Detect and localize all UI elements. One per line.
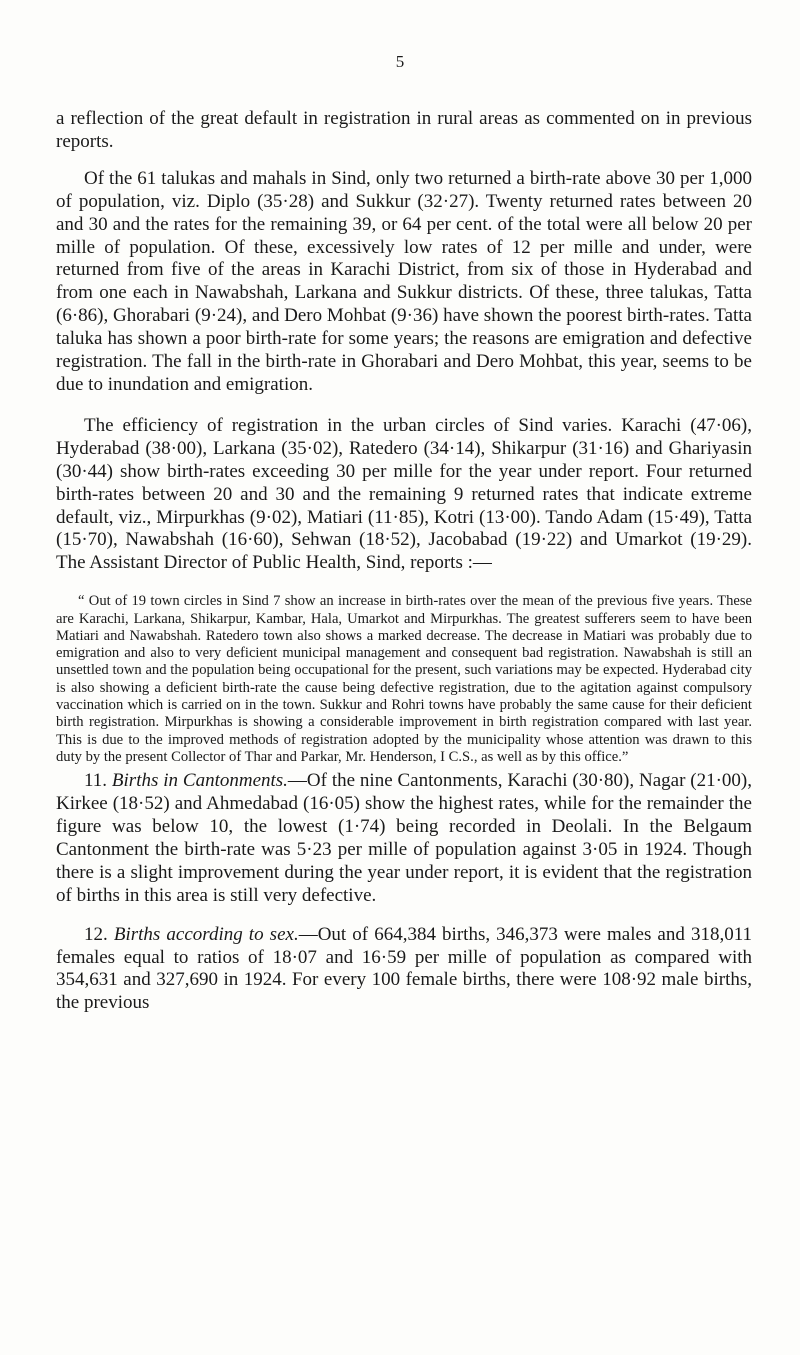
document-body <box>56 108 752 1033</box>
section-number: 12. <box>84 923 108 945</box>
section-body: —Of the nine Cantonments, Karachi (30·80), Nagar (21·00), Kirkee (18·52) and Ahmedabad (16·05) show the highest rates, while for the remainder the figure was below 10, the lowest (1·74) being recorded in Deolali. In the Belgaum Cantonment the birth-rate was 5·23 per mille of population against 3·05 in 1924. Though there is a slight improvement during the year under report, it is evident that the registration of births in this area is still very defective. <box>56 770 752 906</box>
paragraph-talukas: Of the 61 talukas and mahals in Sind, only two returned a birth-rate above 30 per 1,000 of population, viz. Diplo (35·28) and Sukkur (32·27). Twenty returned rates between 20 and 30 and the rates for the remaining 39, or 64 per cent. of the total were all below 20 per mille of population. Of these, excessively low rates of 12 per mille and under, were returned from five of the areas in Karachi District, from six of those in Hyderabad and from one each in Nawabshah, Larkana and Sukkur districts. Of these, three talukas, Tatta (6·86), Ghorabari (9·24), and Dero Mohbat (9·36) have shown the poorest birth-rates. Tatta taluka has shown a poor birth-rate for some years; the reasons are emigration and defective registration. The fall in the birth-rate in Ghorabari and Dero Mohbat, this year, seems to be due to inundation and emigration. <box>56 167 752 395</box>
section-heading: Births in Cantonments. <box>111 770 288 792</box>
section-body: —Out of 664,384 births, 346,373 were males and 318,011 females equal to ratios of 18·07 and 16·59 per mille of population as compared with 354,631 and 327,690 in 1924. For every 100 female births, there were 108·92 male births, the previous <box>56 923 752 1014</box>
quoted-report: “ Out of 19 town circles in Sind 7 show an increase in birth-rates over the mean of the previous five years. These are Karachi, Larkana, Shikarpur, Kambar, Hala, Umarkot and Mirpurkhas. The greatest sufferers seem to have been Matiari and Nawabshah. Ratedero town also shows a marked decrease. The decrease in Matiari was probably due to emigration and also to very deficient municipal management and consequent bad registration. Nawabshah is still an unsettled town and the population being occupational for the present, such variations may be expected. Hyderabad city is also showing a deficient birth-rate the cause being defective registration, due to the agitation against compulsory vaccination which is carried on in the town. Sukkur and Rohri towns have probably the same cause for their deficient birth registration. Mirpurkhas is showing a considerable improvement in birth registration compared with last year. This is due to the improved methods of registration adopted by the municipality whose attention was drawn to this duty by the present Collector of Thar and Parkar, Mr. Henderson, I C.S., as well as by this office.” <box>56 593 752 765</box>
section-number: 11. <box>84 770 108 792</box>
paragraph-continuation: a reflection of the great default in registration in rural areas as commented on in previous reports. <box>56 108 752 152</box>
page-number: 5 <box>395 52 405 71</box>
section-heading: Births according to sex. <box>113 923 299 945</box>
paragraph-births-by-sex <box>56 924 752 1016</box>
paragraph-urban-circles: The efficiency of registration in the urban circles of Sind varies. Karachi (47·06), Hyderabad (38·00), Larkana (35·02), Ratedero (34·14), Shikarpur (31·16) and Ghariyasin (30·44) show birth-rates exceeding 30 per mille for the year under report. Four returned birth-rates between 20 and 30 and the remaining 9 returned rates that indicate extreme default, viz., Mirpurkhas (9·02), Matiari (11·85), Kotri (13·00). Tando Adam (15·49), Tatta (15·70), Nawabshah (16·60), Sehwan (18·52), Jacobabad (19·22) and Umarkot (19·29). The Assistant Director of Public Health, Sind, reports :— <box>56 414 752 574</box>
paragraph-cantonments <box>56 770 752 907</box>
